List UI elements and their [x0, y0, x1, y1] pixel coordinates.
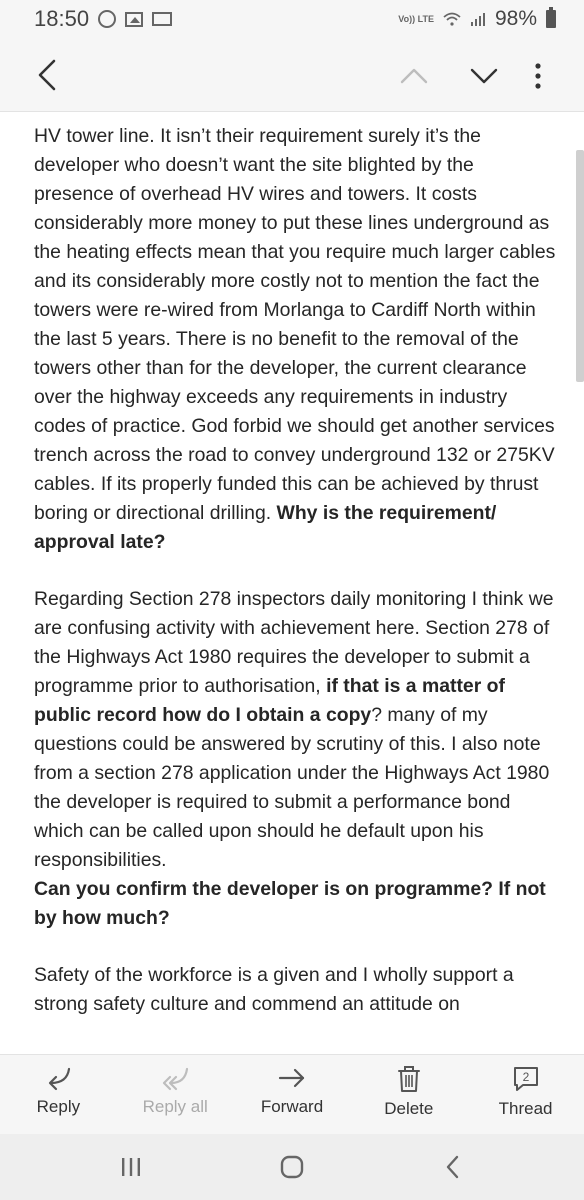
system-navigation-bar: [0, 1134, 584, 1200]
message-icon: [152, 12, 172, 26]
gallery-icon: [125, 12, 143, 27]
thread-icon: [511, 1065, 541, 1093]
paragraph-gap: [34, 933, 556, 961]
thread-count: 2: [522, 1070, 529, 1084]
more-vertical-icon[interactable]: [526, 58, 550, 94]
email-action-bar: [0, 1054, 584, 1134]
thread-label: Thread: [498, 1099, 553, 1118]
paragraph-text: HV tower line. It isn’t their requirement surely it’s the developer who doesn’t want the site blighted by the presence of overhead HV wires and towers. It costs considerably more money to put these lines underground as the heating effects mean that you require much larger cables and its considerably more costly not to mention the fact the towers were re-wired from Morlanga to Cardiff North within the last 5 years. There is no benefit to the removal of the towers other than for the developer, the current clearance over the highway exceeds any requirements in industry codes of practice. God forbid we should get another services trench across the road to convey underground 132 or 275KV cables. If its properly funded this can be achieved by thrust boring or directional drilling.: [34, 125, 556, 524]
recents-button[interactable]: [111, 1147, 151, 1187]
trash-icon: [394, 1065, 424, 1093]
thread-button[interactable]: [467, 1055, 584, 1134]
reply-icon: [43, 1065, 73, 1091]
system-back-button[interactable]: [433, 1147, 473, 1187]
delete-button[interactable]: [350, 1055, 467, 1134]
paragraph-safety: Safety of the workforce is a given and I wholly support a strong safety culture and commend an attitude on: [34, 964, 514, 1015]
reply-label: Reply: [36, 1097, 81, 1116]
home-button[interactable]: [272, 1147, 312, 1187]
signal-icon: [470, 12, 486, 27]
back-icon[interactable]: [30, 55, 66, 95]
back-nav-icon: [443, 1154, 463, 1180]
whatsapp-icon: [98, 10, 116, 28]
paragraph-gap: [34, 557, 556, 585]
status-right: [398, 7, 556, 31]
question-programme: Can you confirm the developer is on programme? If not by how much?: [34, 878, 546, 929]
email-body[interactable]: [34, 112, 556, 1054]
battery-percentage: 98%: [494, 7, 537, 30]
home-icon: [278, 1153, 306, 1181]
forward-button[interactable]: [234, 1055, 351, 1134]
forward-label: Forward: [260, 1097, 324, 1116]
paragraph-section-278: [34, 585, 556, 875]
question-public-record: if that is a matter of public record how do I obtain a copy: [34, 675, 505, 726]
reply-all-icon: [160, 1065, 190, 1091]
reply-all-label: Reply all: [142, 1097, 208, 1116]
reply-all-button[interactable]: [117, 1055, 234, 1134]
paragraph-text: ? many of my questions could be answered by scrutiny of this. I also note from a section 278 application under the Highways Act 1980 the developer is required to submit a performance bond which can be called upon should he default upon his responsibilities.: [34, 704, 550, 871]
wifi-icon: [443, 12, 461, 26]
recents-icon: [119, 1156, 143, 1178]
status-bar: [0, 0, 584, 38]
status-time: 18:50: [34, 6, 90, 31]
scrollbar-thumb[interactable]: [576, 150, 584, 382]
reply-button[interactable]: [0, 1055, 117, 1134]
email-toolbar: [0, 38, 584, 112]
question-approval-late: Why is the requirement/ approval late?: [34, 502, 497, 553]
chevron-up-icon[interactable]: [396, 58, 432, 94]
battery-icon: [546, 10, 556, 28]
chevron-down-icon[interactable]: [466, 58, 502, 94]
forward-icon: [277, 1065, 307, 1091]
paragraph-towers: [34, 122, 556, 557]
paragraph-text: Regarding Section 278 inspectors daily monitoring I think we are confusing activity with achievement here. Section 278 of the Highways Act 1980 requires the developer to submit a programme prior to authorisation,: [34, 588, 554, 697]
status-left: [34, 6, 172, 32]
volte-icon: Vo)) LTE: [398, 13, 434, 24]
delete-label: Delete: [384, 1099, 434, 1118]
